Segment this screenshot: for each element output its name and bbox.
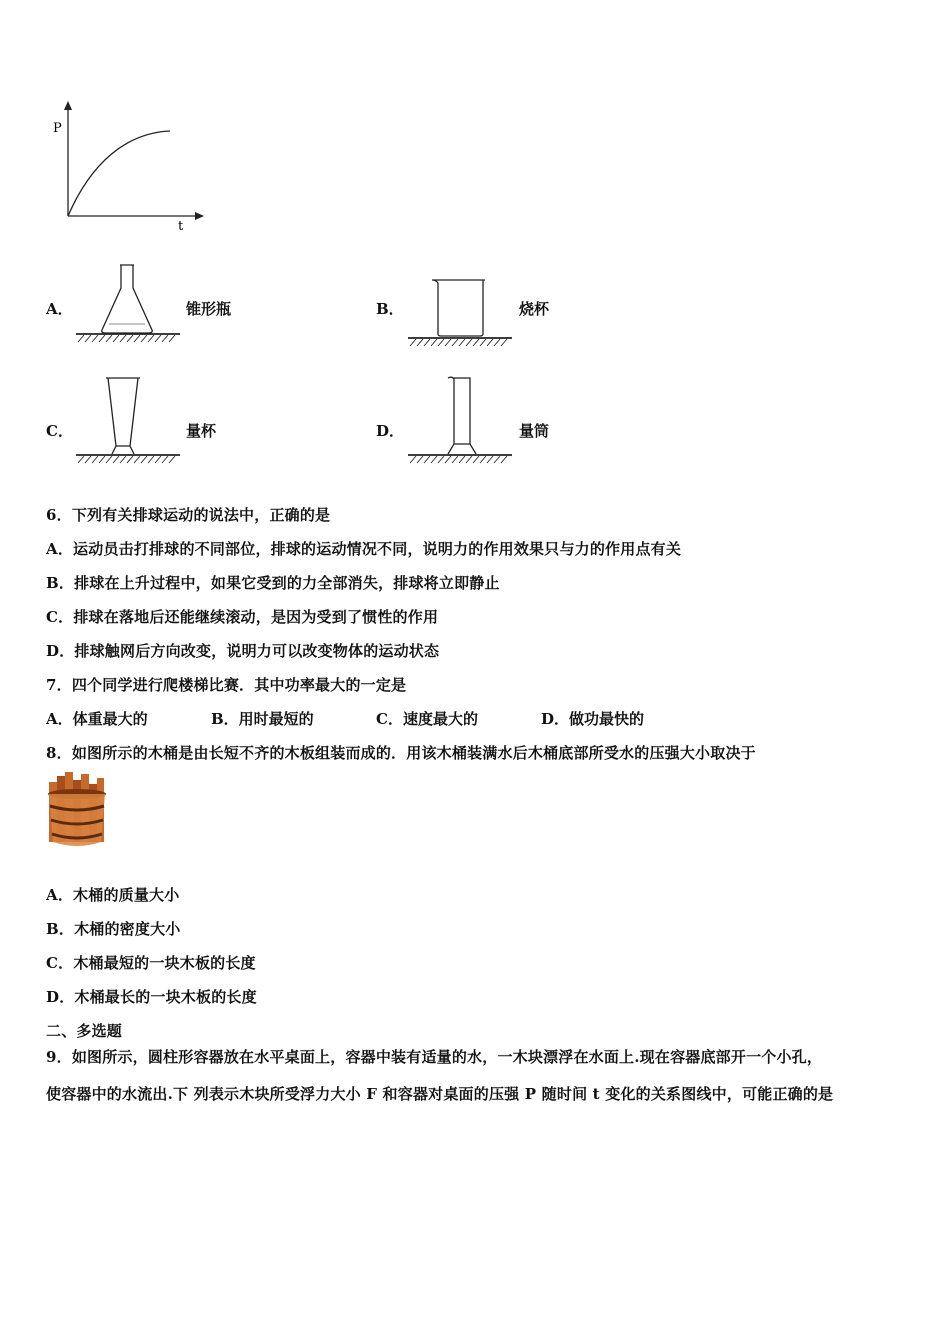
q8-option-a: A．木桶的质量大小 bbox=[46, 886, 180, 904]
q7-stem: 7．四个同学进行爬楼梯比赛．其中功率最大的一定是 bbox=[46, 676, 407, 694]
q7-option-b: B．用时最短的 bbox=[211, 710, 314, 728]
conical-flask bbox=[102, 265, 152, 333]
option-d-name: 量筒 bbox=[519, 422, 550, 440]
option-b-name: 烧杯 bbox=[519, 300, 550, 318]
q6-option-c: C．排球在落地后还能继续滚动，是因为受到了惯性的作用 bbox=[46, 608, 439, 626]
option-c-name: 量杯 bbox=[186, 422, 217, 440]
q9-line-2: 使容器中的水流出.下 列表示木块所受浮力大小 F 和容器对桌面的压强 P 随时间 t 变化的关系图线中，可能正确的是 bbox=[46, 1085, 834, 1103]
q8-option-c: C．木桶最短的一块木板的长度 bbox=[46, 954, 256, 972]
x-axis-label: t bbox=[178, 219, 184, 234]
option-b-letter: B． bbox=[376, 300, 404, 318]
y-axis-arrow bbox=[64, 101, 72, 110]
measuring-cup bbox=[106, 378, 140, 454]
graduated-cylinder-figure bbox=[404, 370, 516, 466]
q8-option-d: D．木桶最长的一块木板的长度 bbox=[46, 988, 257, 1006]
q6-stem: 6．下列有关排球运动的说法中，正确的是 bbox=[46, 506, 331, 524]
option-d-letter: D． bbox=[376, 422, 405, 440]
q6-option-b: B．排球在上升过程中，如果它受到的力全部消失，排球将立即静止 bbox=[46, 574, 500, 592]
measuring-cup-figure bbox=[72, 370, 184, 466]
pressure-curve bbox=[68, 131, 170, 216]
x-axis-arrow bbox=[195, 212, 204, 220]
q6-option-a: A．运动员击打排球的不同部位，排球的运动情况不同，说明力的作用效果只与力的作用点有关 bbox=[46, 540, 682, 558]
table-hatching bbox=[410, 456, 507, 463]
table-hatching bbox=[410, 339, 507, 346]
q7-option-d: D．做功最快的 bbox=[541, 710, 645, 728]
beaker bbox=[432, 280, 485, 336]
y-axis-label: P bbox=[53, 121, 62, 136]
pressure-time-graph bbox=[46, 98, 216, 238]
q6-option-d: D．排球触网后方向改变，说明力可以改变物体的运动状态 bbox=[46, 642, 440, 660]
table-hatching bbox=[78, 335, 175, 342]
graduated-cylinder bbox=[448, 377, 476, 454]
q9-line-1: 9．如图所示，圆柱形容器放在水平桌面上，容器中装有适量的水，一木块漂浮在水面上.现在容器底部开一个小孔， bbox=[46, 1048, 823, 1066]
beaker-figure bbox=[404, 272, 516, 352]
option-a-name: 锥形瓶 bbox=[186, 300, 232, 318]
q8-stem: 8．如图所示的木桶是由长短不齐的木板组装而成的．用该木桶装满水后木桶底部所受水的压强大小取决于 bbox=[46, 744, 756, 762]
option-c-letter: C． bbox=[46, 422, 73, 440]
q7-option-a: A．体重最大的 bbox=[46, 710, 148, 728]
conical-flask-figure bbox=[72, 262, 184, 348]
q8-option-b: B．木桶的密度大小 bbox=[46, 920, 181, 938]
table-hatching bbox=[78, 456, 175, 463]
section-title: 二、多选题 bbox=[46, 1022, 123, 1040]
wooden-bucket-figure bbox=[44, 770, 110, 850]
q7-option-c: C．速度最大的 bbox=[376, 710, 478, 728]
option-a-letter: A． bbox=[46, 300, 73, 318]
